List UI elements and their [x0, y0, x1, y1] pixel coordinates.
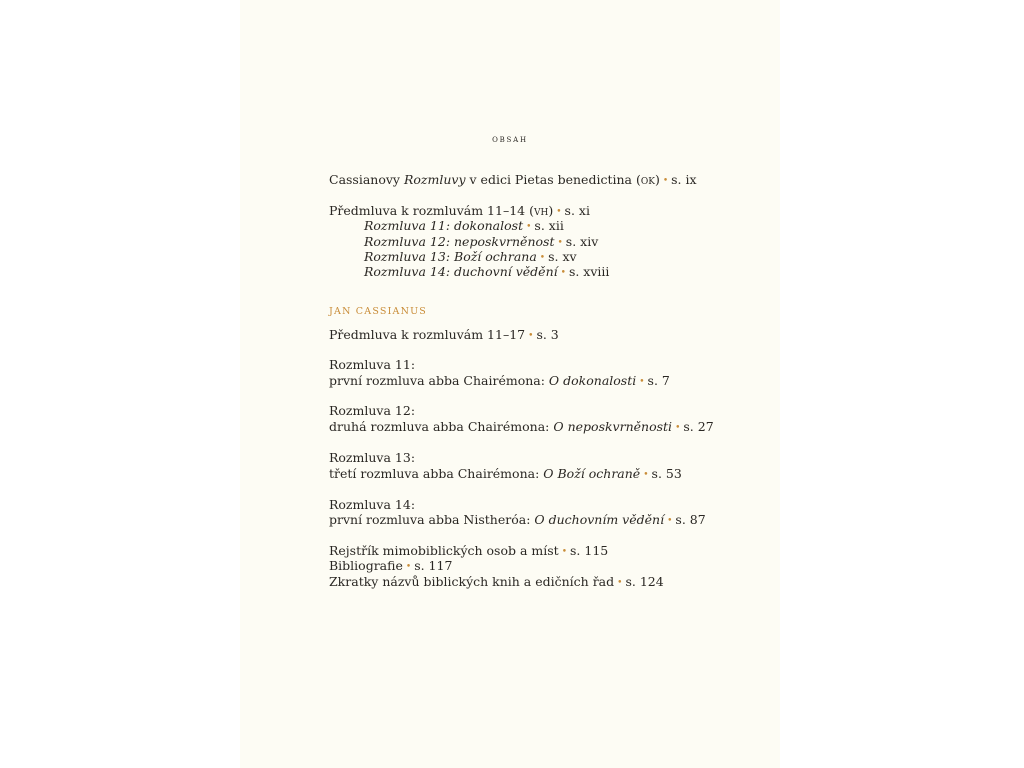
toc-subentry[interactable] [364, 264, 609, 282]
bullet-icon: • [560, 268, 566, 278]
bullet-icon: • [526, 222, 532, 232]
entry-text: první rozmluva abba Nistheróa: [329, 512, 535, 527]
entry-title: Rozmluva 14: duchovní vědění [364, 264, 558, 279]
entry-title: O Boží ochraně [543, 466, 641, 481]
entry-title: O neposkvrněnosti [553, 419, 673, 434]
page-number: s. xv [548, 249, 577, 264]
bullet-icon: • [675, 423, 681, 433]
toc-entry-preface-11-17[interactable] [329, 327, 559, 345]
page-number: s. 7 [647, 373, 670, 388]
book-page [240, 0, 780, 768]
entry-text: ) [548, 203, 554, 218]
bullet-icon: • [667, 516, 673, 526]
page-number: s. 115 [570, 543, 609, 558]
page-number: s. 124 [625, 574, 664, 589]
bullet-icon: • [556, 207, 562, 217]
page-number: s. ix [671, 172, 697, 187]
bullet-icon: • [617, 578, 623, 588]
entry-title: Rozmluva 13: Boží ochrana [364, 249, 537, 264]
entry-text: v edici Pietas benedictina ( [465, 172, 641, 187]
toc-entry-conference-11[interactable] [329, 373, 670, 391]
bullet-icon: • [643, 470, 649, 480]
toc-entry-label: Rozmluva 11: [329, 357, 416, 372]
entry-title: Rozmluvy [403, 172, 466, 187]
bullet-icon: • [405, 562, 412, 572]
entry-text: Bibliografie [329, 558, 403, 573]
toc-entry-conference-12[interactable] [329, 419, 714, 437]
entry-title: Rozmluva 12: neposkvrněnost [364, 234, 555, 249]
entry-abbrev: ok [640, 172, 655, 187]
bullet-icon: • [557, 238, 563, 248]
contents-heading: obsah [492, 133, 528, 145]
page-number: s. xviii [568, 264, 610, 279]
entry-text: Předmluva k rozmluvám 11–17 [329, 327, 526, 342]
entry-abbrev: vh [533, 203, 549, 218]
entry-text: druhá rozmluva abba Chairémona: [329, 419, 554, 434]
bullet-icon: • [561, 547, 567, 557]
toc-entry-conference-14[interactable] [329, 512, 706, 530]
entry-text: ) [654, 172, 660, 187]
entry-text: Rejstřík mimobiblických osob a míst [329, 543, 559, 558]
toc-entry-cassian-edition[interactable] [329, 172, 697, 190]
page-number: s. 53 [651, 466, 682, 481]
toc-entry-conference-13[interactable] [329, 466, 682, 484]
bullet-icon: • [528, 331, 534, 341]
author-heading: JAN CASSIANUS [329, 306, 428, 317]
toc-entry-abbreviations[interactable] [329, 574, 664, 592]
page-number: s. xiv [565, 234, 599, 249]
page-number: s. xii [534, 218, 564, 233]
page-number: s. 3 [536, 327, 559, 342]
page-number: s. xi [564, 203, 590, 218]
page-number: s. 87 [675, 512, 706, 527]
entry-text: první rozmluva abba Chairémona: [329, 373, 549, 388]
entry-title: O duchovním vědění [534, 512, 665, 527]
toc-entry-label: Rozmluva 14: [329, 497, 416, 512]
entry-text: třetí rozmluva abba Chairémona: [329, 466, 544, 481]
bullet-icon: • [639, 377, 645, 387]
page-number: s. 27 [683, 419, 714, 434]
bullet-icon: • [662, 176, 669, 186]
bullet-icon: • [539, 253, 546, 263]
entry-title: O dokonalosti [548, 373, 637, 388]
entry-title: Rozmluva 11: dokonalost [364, 218, 524, 233]
entry-text: Cassianovy [329, 172, 404, 187]
entry-text: Předmluva k rozmluvám 11–14 ( [329, 203, 534, 218]
toc-entry-label: Rozmluva 12: [329, 403, 416, 418]
page-number: s. 117 [414, 558, 453, 573]
toc-entry-label: Rozmluva 13: [329, 450, 416, 465]
entry-text: Zkratky názvů biblických knih a edičních řad [329, 574, 615, 589]
